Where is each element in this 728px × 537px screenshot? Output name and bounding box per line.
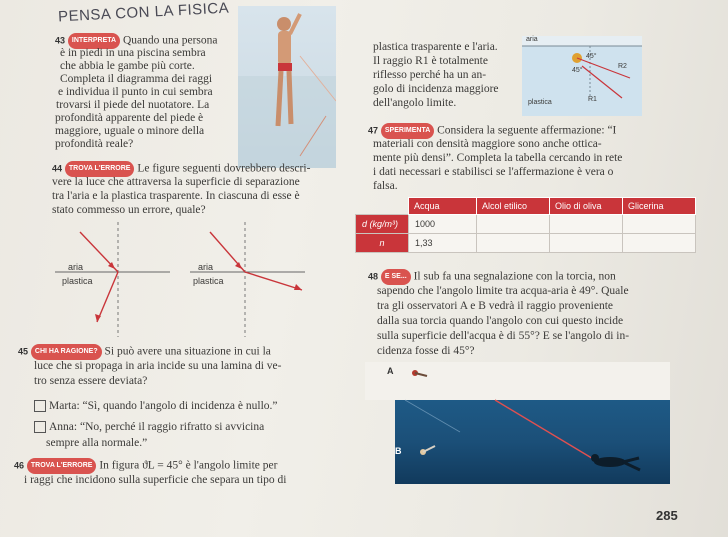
q46-cont-line: riflesso perché ha un an- (373, 69, 487, 81)
q43-line: profondità apparente del piede è (55, 112, 204, 124)
q46-badge: TROVA L'ERRORE (27, 458, 97, 474)
q47-line: mente più densi”. Completa la tabella cercando in rete (373, 152, 623, 164)
q48-line: dalla sua torcia quando l'angolo con cui questo incide (377, 315, 624, 327)
observer-b-label: B (395, 446, 402, 456)
table-header: Olio di oliva (550, 198, 623, 215)
q46-label-r2: R2 (618, 63, 627, 70)
q43-line: maggiore, uguale o minore della (55, 125, 205, 137)
q44-line: vere la luce che attraversa la superficie di separazione (52, 176, 300, 188)
density-table (355, 197, 696, 253)
q48-heading (368, 269, 616, 285)
q46-cont-line: dell'angolo limite. (373, 97, 457, 109)
q43-number: 43 (55, 35, 66, 46)
q48-line: tra gli osservatori A e B vedrà il raggio proveniente (377, 300, 614, 312)
q46-label-r1: R1 (588, 96, 597, 103)
q45-option-anna: Anna: “No, perché il raggio rifratto si avvicina (34, 420, 264, 434)
table-cell (477, 234, 550, 253)
marta-checkbox[interactable] (34, 400, 46, 412)
q46-line: In figura ϑL = 45° è l'angolo limite per (99, 459, 278, 472)
q45-line: tro senza essere deviata? (34, 375, 148, 387)
q45-number: 45 (18, 346, 29, 357)
swimmer-photo (238, 6, 336, 168)
table-cell (550, 215, 623, 234)
page-number: 285 (656, 508, 678, 523)
q48-line: Il sub fa una segnalazione con la torcia, non (413, 270, 616, 283)
swimmer-figure (238, 6, 336, 168)
observer-a-label: A (387, 366, 394, 376)
table-corner (356, 198, 409, 215)
q46-number: 46 (14, 460, 25, 471)
q43-line: Completa il diagramma dei raggi (60, 73, 213, 85)
q47-line: materiali con densità maggiore sono anche ottica- (373, 138, 602, 150)
q43-line: Quando una persona (122, 34, 218, 47)
q44-line: stato commesso un errore, quale? (52, 204, 206, 216)
q47-number: 47 (368, 125, 379, 136)
table-header-row (356, 198, 696, 215)
q48-badge: E SE... (381, 269, 411, 285)
q44-line: tra l'aria e la plastica trasparente. In ciascuna di esse è (52, 190, 300, 202)
q46-angle2: 45° (572, 67, 583, 74)
q48-line: sapendo che l'angolo limite tra acqua-aria è 49°. Quale (377, 285, 629, 297)
q44-line: Le figure seguenti dovrebbero descri- (137, 162, 311, 175)
q43-line: è in piedi in una piscina sembra (60, 47, 206, 59)
q46-label-plastica: plastica (528, 99, 552, 106)
q46-label-aria: aria (526, 36, 538, 43)
q46-angle1: 45° (586, 53, 597, 60)
row-label: d (kg/m³) (356, 215, 409, 234)
q44-number: 44 (52, 163, 63, 174)
q47-line: falsa. (373, 180, 398, 192)
table-row (356, 215, 696, 234)
q45-badge: CHI HA RAGIONE? (31, 344, 102, 360)
q43-line: profondità reale? (55, 138, 134, 150)
q47-badge: SPERIMENTA (381, 123, 434, 139)
row-label: n (356, 234, 409, 253)
q48-line: sulla superficie dell'acqua è di 55°? E se l'angolo di in- (377, 330, 630, 342)
fig-b-label-aria: aria (198, 262, 214, 272)
q48-line: cidenza fosse di 45°? (377, 345, 475, 357)
q45-line: Si può avere una situazione in cui la (104, 345, 271, 358)
table-cell (477, 215, 550, 234)
table-cell (623, 215, 696, 234)
table-cell (550, 234, 623, 253)
table-cell: 1,33 (409, 234, 477, 253)
q48-figure (365, 362, 670, 484)
q45-line: luce che si propaga in aria incide su una lamina di ve- (34, 360, 282, 372)
q43-line: e individua il punto in cui sembra (58, 86, 213, 98)
table-cell: 1000 (409, 215, 477, 234)
q46-cont-line: Il raggio R1 è totalmente (373, 55, 488, 67)
q46-line: i raggi che incidono sulla superficie che separa un tipo di (24, 474, 287, 486)
q47-line: Considera la seguente affermazione: “I (437, 124, 617, 137)
fig-a-label-plastica: plastica (62, 276, 93, 286)
q43-line: trovarsi il piede del nuotatore. La (56, 99, 210, 111)
table-header: Glicerina (623, 198, 696, 215)
q47-line: i dati necessari e stabilisci se l'affermazione è vera o (373, 166, 614, 178)
q46-cont-line: golo di incidenza maggiore (373, 83, 499, 95)
q45-option-anna-cont: sempre alla normale.” (46, 437, 148, 449)
q44-badge: TROVA L'ERRORE (65, 161, 135, 177)
q48-number: 48 (368, 271, 379, 282)
table-cell (623, 234, 696, 253)
q45-heading (18, 344, 271, 360)
table-header: Acqua (409, 198, 477, 215)
q48-rays (365, 362, 670, 484)
q43-badge: INTERPRETA (68, 33, 120, 49)
q45-option-marta: Marta: “Sì, quando l'angolo di incidenza è nullo.” (34, 399, 278, 413)
table-row (356, 234, 696, 253)
fig-b-label-plastica: plastica (193, 276, 224, 286)
q46-cont-line: plastica trasparente e l'aria. (373, 41, 498, 53)
fig-a-label-aria: aria (68, 262, 84, 272)
density-table-wrap (355, 197, 696, 253)
anna-checkbox[interactable] (34, 421, 46, 433)
table-header: Alcol etilico (477, 198, 550, 215)
q46-figure (522, 36, 642, 116)
section-title: PENSA CON LA FISICA (57, 0, 230, 26)
q43-line: che abbia le gambe più corte. (60, 60, 195, 72)
q46-heading (14, 458, 277, 474)
